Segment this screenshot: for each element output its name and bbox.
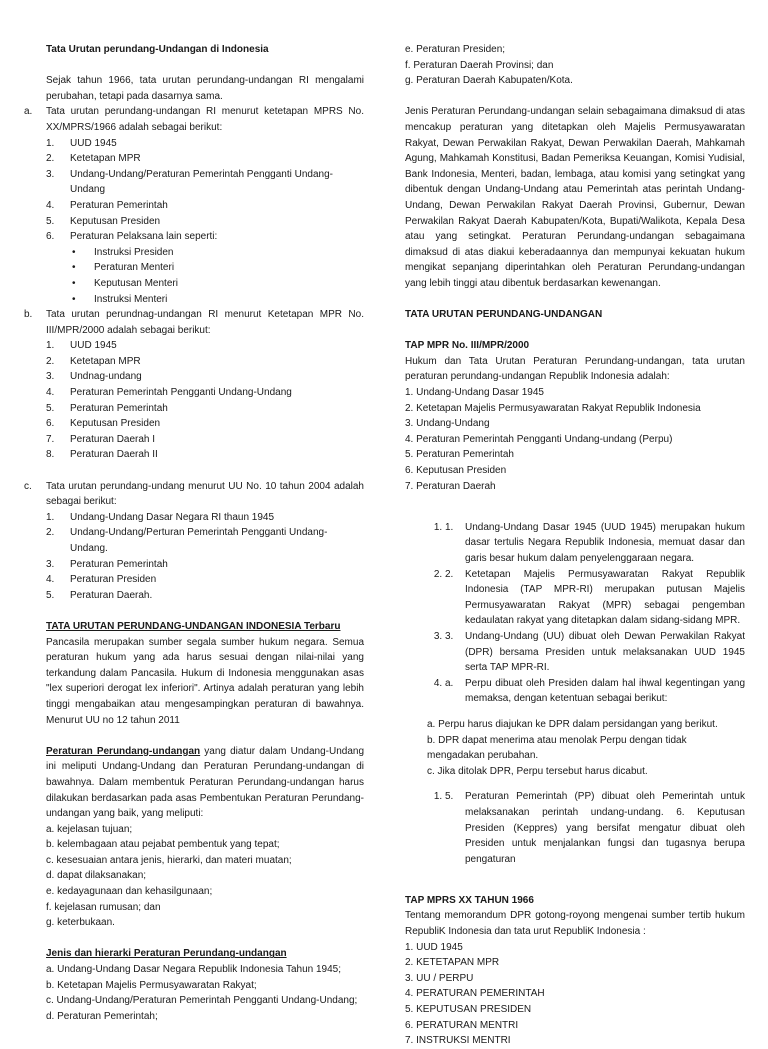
section-a-heading (24, 104, 364, 135)
list-item: e. Peraturan Presiden; (405, 44, 506, 55)
explanation-list-cont (405, 789, 745, 867)
bullet-item: • Peraturan Menteri (24, 260, 364, 276)
bullet-item: • Instruksi Menteri (24, 292, 364, 308)
document-title: Tata Urutan perundang-Undangan di Indonesia (46, 44, 269, 55)
list-item: c. Undang-Undang/Peraturan Pemerintah Pengganti Undang-Undang; (46, 995, 358, 1007)
list-item: 1. 5. Peraturan Pemerintah (PP) dibuat oleh Pemerintah untuk melaksanakan perintah undang-undang. 6. Keputusan Presiden (Keppres) yang bersifat mengatur dibuat oleh Presiden untuk menjalankan fungsi dan tugasnya berupa pengaturan (445, 789, 745, 867)
list-item: 1. Undang-Undang Dasar 1945 (405, 387, 544, 399)
list-item: 6. Peraturan Pelaksana lain seperti: (46, 231, 218, 243)
list-item: 2. 2. Ketetapan Majelis Permusyawaratan Rakyat Republik Indonesia (TAP MPR-RI) merupakan putusan Majelis Permusyawaratan Rakyat (MPR) sebagai pengemban kedaulatan rakyat yang ditetapkan dalam sidang-sidang MPR. (445, 567, 745, 629)
section-b-list (24, 338, 364, 463)
section-marker: c. (24, 480, 32, 492)
bullet-icon: • (72, 246, 76, 258)
section-a-list (24, 136, 364, 245)
list-item: 5. Keputusan Presiden (46, 215, 161, 227)
list-item: 5. Peraturan Pemerintah (405, 449, 514, 461)
explanation-list (405, 520, 745, 707)
terbaru-paragraph: Pancasila merupakan sumber segala sumber hukum negara. Semua peraturan hukum yang ada harus sesuai dengan nilai-nilai yang terkandung dalam Pancasila. Hukum di Indonesia menggunakan asas "lex superiori derogat lex inferiori". Artinya adalah peraturan yang lebih tinggi mengabaikan atau mengesampingkan peraturan di bawahnya. Menurut UU no 12 tahun 2011 (46, 636, 364, 726)
list-item: g. keterbukaan. (46, 917, 115, 929)
tap-mprs-heading: TAP MPRS XX TAHUN 1966 (405, 894, 534, 906)
peraturan-heading: Peraturan Perundang-undangan (46, 745, 201, 757)
tata-urutan-heading: TATA URUTAN PERUNDANG-UNDANGAN (405, 309, 603, 321)
jenis-list (24, 962, 364, 1024)
list-item: 6. Keputusan Presiden (405, 465, 507, 477)
tap-mpr-heading: TAP MPR No. III/MPR/2000 (405, 340, 530, 352)
list-item: 2. Ketetapan Majelis Permusyawaratan Rakyat Republik Indonesia (405, 402, 701, 414)
bullet-icon: • (72, 277, 76, 289)
list-item: f. kejelasan rumusan; dan (46, 901, 161, 913)
list-item: 3. 3. Undang-Undang (UU) dibuat oleh Dewan Perwakilan Rakyat (DPR) bersama Presiden untuk melaksanakan UUD 1945 serta TAP MPR-RI. (445, 629, 745, 676)
list-item: 4. a. Perpu dibuat oleh Presiden dalam hal ihwal kegentingan yang memaksa, dengan ketentuan sebagai berikut: (445, 676, 745, 707)
list-item: 1. UUD 1945 (46, 137, 117, 149)
list-item: 8. Peraturan Daerah II (46, 449, 158, 461)
right-column (405, 42, 745, 1049)
bullet-item: • Instruksi Presiden (24, 245, 364, 261)
list-item: d. Peraturan Pemerintah; (46, 1010, 158, 1022)
tap-mpr-list (405, 385, 745, 494)
section-marker: a. (24, 106, 33, 118)
left-column (24, 42, 364, 1024)
list-item: 6. PERATURAN MENTRI (405, 1019, 519, 1031)
asas-list (24, 822, 364, 931)
jenis-heading: Jenis dan hierarki Peraturan Perundang-undangan (46, 948, 287, 960)
section-a-bullets (24, 245, 364, 307)
section-heading-text: Tata urutan perundang-undangan RI menurut ketetapan MPRS No. XX/MPRS/1966 adalah sebagai berikut: (46, 106, 364, 133)
list-item: 1. 1. Undang-Undang Dasar 1945 (UUD 1945) merupakan hukum dasar tertulis Negara Republik Indonesia, memuat dasar dan garis besar hukum dalam penyelenggaraan negara. (445, 520, 745, 567)
list-item: b. kelembagaan atau pejabat pembentuk yang tepat; (46, 839, 280, 851)
list-item: g. Peraturan Daerah Kabupaten/Kota. (405, 75, 573, 87)
terbaru-heading: TATA URUTAN PERUNDANG-UNDANGAN INDONESIA Terbaru (46, 620, 341, 632)
list-item: 1. UUD 1945 (405, 941, 463, 953)
list-item: a. kejelasan tujuan; (46, 823, 133, 835)
list-item: 7. Peraturan Daerah (405, 480, 496, 492)
list-item: 4. Peraturan Pemerintah Pengganti Undang-Undang (46, 387, 292, 399)
section-c-list (24, 510, 364, 604)
list-item: c. Jika ditolak DPR, Perpu tersebut harus dicabut. (427, 765, 648, 777)
list-item: f. Peraturan Daerah Provinsi; dan (405, 59, 554, 71)
list-item: 4. Peraturan Presiden (46, 574, 157, 586)
list-item: 3. Undang-Undang/Peraturan Pemerintah Pengganti Undang-Undang (46, 168, 333, 196)
peraturan-paragraph (24, 744, 364, 822)
intro-paragraph: Sejak tahun 1966, tata urutan perundang-undangan RI mengalami perubahan, tetapi pada dasarnya sama. (46, 75, 364, 102)
tap-mprs-list (405, 940, 745, 1049)
list-item: 3. UU / PERPU (405, 972, 474, 984)
list-item: 2. Ketetapan MPR (46, 355, 141, 367)
jenis-list-continued (405, 42, 745, 89)
list-item: 2. Undang-Undang/Perturan Pemerintah Pengganti Undang-Undang. (46, 527, 328, 554)
list-item: 7. INSTRUKSI MENTRI (405, 1035, 511, 1047)
list-item: 2. Ketetapan MPR (46, 153, 141, 165)
list-item: d. dapat dilaksanakan; (46, 870, 147, 882)
list-item: e. kedayagunaan dan kehasilgunaan; (46, 886, 213, 898)
bullet-icon: • (72, 293, 76, 305)
section-marker: b. (24, 309, 33, 321)
tap-mpr-paragraph: Hukum dan Tata Urutan Peraturan Perundang-undangan, tata urutan peraturan perundang-undangan Republik Indonesia adalah: (405, 355, 745, 383)
section-c-heading (24, 479, 364, 510)
list-item: 4. Peraturan Pemerintah (46, 199, 168, 211)
list-item: 1. Undang-Undang Dasar Negara RI thaun 1945 (46, 511, 275, 523)
list-item: 2. KETETAPAN MPR (405, 957, 500, 969)
list-item: 6. Keputusan Presiden (46, 418, 161, 430)
list-item: 4. Peraturan Pemerintah Pengganti Undang-undang (Perpu) (405, 433, 673, 445)
list-item: 4. PERATURAN PEMERINTAH (405, 988, 545, 1000)
list-item: a. Undang-Undang Dasar Negara Republik Indonesia Tahun 1945; (46, 964, 342, 976)
bullet-item: • Keputusan Menteri (24, 276, 364, 292)
jenis-paragraph: Jenis Peraturan Perundang-undangan selain sebagaimana dimaksud di atas mencakup peraturan yang ditetapkan oleh Majelis Permusyawaratan Rakyat, Dewan Perwakilan Rakyat, Dewan Perwakilan Daerah, Mahkamah Agung, Mahkamah Konstitusi, Badan Pemeriksa Keuangan, Komisi Yudisial, Bank Indonesia, Menteri, badan, lembaga, atau komisi yang setingkat yang dibentuk dengan Undang-Undang atau Pemerintah atas perintah Undang-Undang, Dewan Perwakilan Rakyat Daerah Provinsi, Gubernur, Dewan Perwakilan Rakyat Daerah Kabupaten/Kota, Bupati/Walikota, Kepala Desa atau yang setingkat. Peraturan Perundang-undangan sebagaimana dimaksud di atas diakui keberadaannya dan mempunyai kekuatan hukum mengikat sepanjang diperintahkan oleh Peraturan Perundang-undangan yang lebih tinggi atau dibentuk berdasarkan kewenangan. (405, 106, 745, 289)
list-item: 3. Peraturan Pemerintah (46, 558, 168, 570)
list-item: 3. Undnag-undang (46, 371, 142, 383)
list-item: b. DPR dapat menerima atau menolak Perpu dengan tidak mengadakan perubahan. (427, 734, 687, 762)
list-item: 1. UUD 1945 (46, 340, 117, 352)
list-item: 5. Peraturan Daerah. (46, 589, 153, 601)
tap-mprs-paragraph: Tentang memorandum DPR gotong-royong mengenai sumber tertib hukum RepubliK Indonesia dan tata urut RepubliK Indonesia : (405, 910, 745, 938)
section-heading-text: Tata urutan perundnag-undangan RI menurut Ketetapan MPR No. III/MPR/2000 adalah sebagai berikut: (46, 309, 364, 336)
list-item: c. kesesuaian antara jenis, hierarki, dan materi muatan; (46, 854, 292, 866)
list-item: 5. Peraturan Pemerintah (46, 402, 168, 414)
section-b-heading (24, 307, 364, 338)
list-item: 3. Undang-Undang (405, 418, 490, 430)
bullet-icon: • (72, 262, 76, 274)
list-item: b. Ketetapan Majelis Permusyawaratan Rakyat; (46, 979, 257, 991)
list-item: 7. Peraturan Daerah I (46, 433, 156, 445)
perpu-sub-list (405, 717, 745, 779)
peraturan-text: yang diatur dalam Undang-Undang ini meliputi Undang-Undang dan Peraturan Perundang-undangan di bawahnya. Dalam membentuk Peraturan Perundang-undangan harus dilakukan berdasarkan pada asas Pembentukan Peraturan Perundang-undangan yang baik, yang meliputi: (46, 745, 365, 820)
list-item: 5. KEPUTUSAN PRESIDEN (405, 1004, 532, 1016)
list-item: a. Perpu harus diajukan ke DPR dalam persidangan yang berikut. (427, 718, 718, 730)
section-heading-text: Tata urutan perundang-undang menurut UU No. 10 tahun 2004 adalah sebagai berikut: (46, 480, 364, 508)
